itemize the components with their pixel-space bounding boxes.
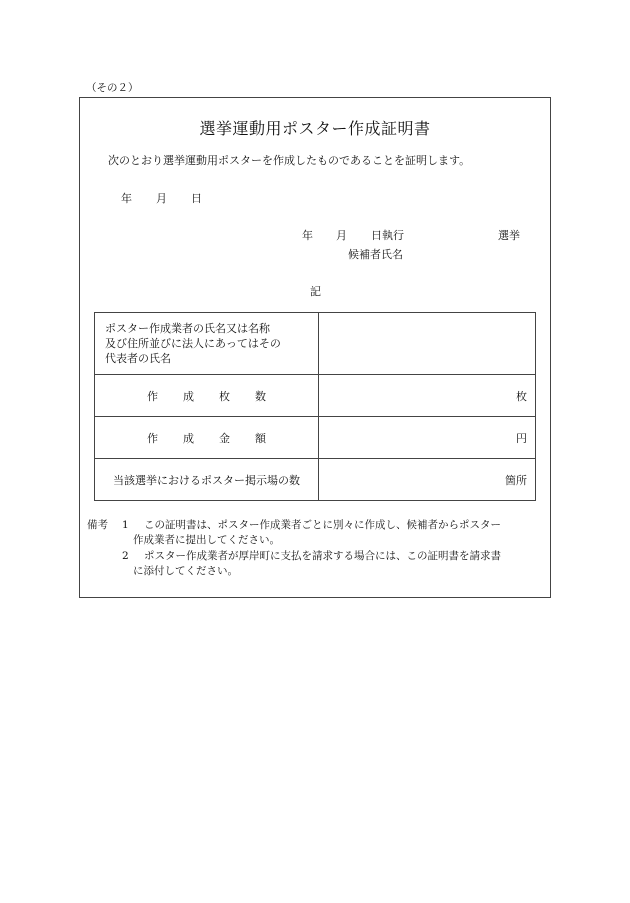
cost-label-cell: [95, 417, 319, 459]
contractor-value-cell[interactable]: [319, 313, 536, 375]
date-year-label: 年: [121, 192, 132, 205]
table-row: [95, 375, 536, 417]
label-char: 額: [255, 431, 266, 445]
note-2-number: 2: [122, 550, 129, 562]
certification-statement: 次のとおり選挙運動用ポスターを作成したものであることを証明します。: [108, 154, 471, 167]
date-day-label: 日: [191, 192, 202, 205]
label-char: 作: [147, 431, 158, 445]
poster-count-value-cell[interactable]: 枚: [319, 375, 536, 417]
election-name-label: 選挙: [498, 229, 520, 242]
contractor-label-line: 及び住所並びに法人にあってはその: [105, 337, 281, 350]
document-title: 選挙運動用ポスター作成証明書: [199, 119, 431, 138]
board-count-label-cell: 当該選挙におけるポスター掲示場の数: [95, 459, 319, 501]
table-row: [95, 417, 536, 459]
label-char: 金: [219, 431, 230, 445]
date-month-label: 月: [156, 192, 167, 205]
note-2-line2: に添付してください。: [133, 565, 238, 577]
label-char: 枚: [219, 389, 230, 403]
contractor-label-line: 代表者の氏名: [105, 352, 171, 365]
note-2-line1: ポスター作成業者が厚岸町に支払を請求する場合には、この証明書を請求書: [144, 550, 501, 562]
contractor-label-line: ポスター作成業者の氏名又は名称: [105, 322, 270, 335]
label-char: 成: [183, 389, 194, 403]
table-row: [95, 459, 536, 501]
contractor-label-cell: [95, 313, 319, 375]
poster-count-label-cell: [95, 375, 319, 417]
note-1-number: 1: [122, 519, 129, 531]
notes-heading: 備考: [87, 519, 108, 531]
ki-label: 記: [310, 285, 321, 298]
label-char: 作: [147, 389, 158, 403]
note-1-line2: 作成業者に提出してください。: [133, 534, 280, 546]
label-char: 数: [255, 389, 266, 403]
label-char: 成: [183, 431, 194, 445]
board-count-value-cell[interactable]: 箇所: [319, 459, 536, 501]
poster-info-table: [94, 312, 536, 501]
election-held-label: 日執行: [371, 229, 404, 242]
candidate-name-label: 候補者氏名: [348, 248, 403, 261]
election-year-label: 年: [302, 229, 313, 242]
cost-value-cell[interactable]: 円: [319, 417, 536, 459]
page-label: （その２）: [86, 82, 139, 94]
note-1-line1: この証明書は、ポスター作成業者ごとに別々に作成し、候補者からポスター: [144, 519, 501, 531]
table-row: [95, 313, 536, 375]
election-month-label: 月: [336, 229, 347, 242]
